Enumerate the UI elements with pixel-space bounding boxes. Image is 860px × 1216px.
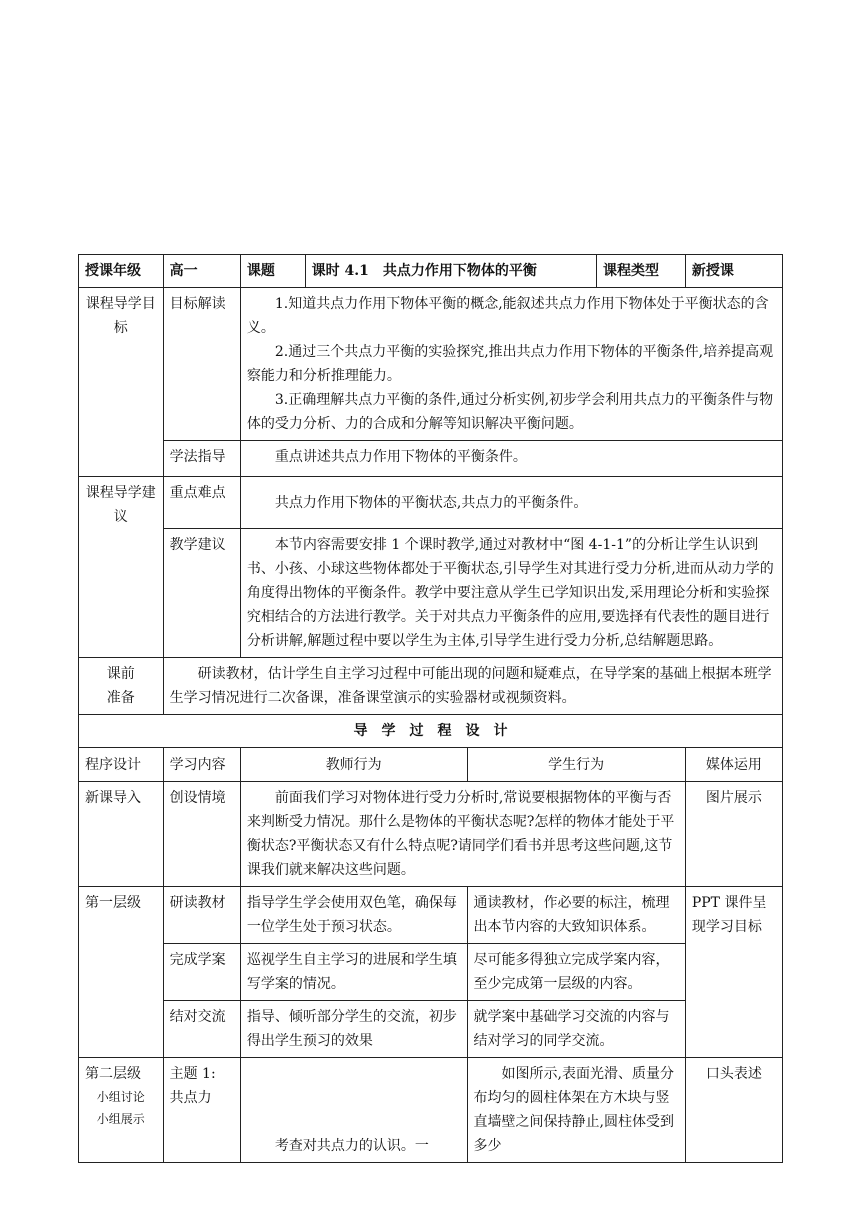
type-value: 新授课 — [685, 255, 782, 288]
lesson-plan-table — [78, 254, 783, 1163]
prep-text: 研读教材，估计学生自主学习过程中可能出现的问题和疑难点，在导学案的基础上根据本班学生学习情况进行二次备课，准备课堂演示的实验器材或视频资料。 — [163, 658, 782, 715]
prep-label-line2: 准备 — [106, 690, 135, 706]
method-text: 重点讲述共点力作用下物体的平衡条件。 — [240, 441, 782, 477]
level1-media: PPT 课件呈现学习目标 — [685, 887, 782, 1058]
intro-media: 图片展示 — [685, 782, 782, 887]
process-title: 导 学 过 程 设 计 — [79, 715, 783, 748]
level2-content-line2: 共点力 — [169, 1090, 212, 1106]
column-header: 学习内容 — [163, 748, 240, 782]
prep-row — [79, 658, 783, 715]
objective-2: 2.通过三个共点力平衡的实验探究,推出共点力作用下物体的平衡条件,培养提高观察能力和分析推理能力。 — [246, 344, 774, 384]
prep-label — [79, 658, 164, 715]
grade-value: 高一 — [163, 255, 240, 288]
key-text: 共点力作用下物体的平衡状态,共点力的平衡条件。 — [240, 477, 782, 529]
level2-stage-cell — [79, 1058, 164, 1163]
level1-student: 就学案中基础学习交流的内容与结对学习的同学交流。 — [467, 1001, 685, 1058]
table-row — [79, 944, 783, 1001]
method-row — [79, 441, 783, 477]
table-row — [79, 1001, 783, 1058]
method-label: 学法指导 — [163, 441, 240, 477]
grade-label: 授课年级 — [79, 255, 164, 288]
goals-label: 课程导学目标 — [79, 288, 164, 477]
level1-student: 尽可能多得独立完成学案内容，至少完成第一层级的内容。 — [467, 944, 685, 1001]
level2-media: 口头表述 — [685, 1058, 782, 1163]
intro-text: 前面我们学习对物体进行受力分析时,常说要根据物体的平衡与否来判断受力情况。那什么是物体的平衡状态呢?怎样的物体才能处于平衡状态?平衡状态又有什么特点呢?请同学们看书并思考这些问题,这节课我们就来解决这些问题。 — [240, 782, 685, 887]
column-header: 学生行为 — [467, 748, 685, 782]
key-row — [79, 477, 783, 529]
level2-sub2: 小组展示 — [96, 1112, 145, 1126]
intro-stage: 新课导入 — [79, 782, 164, 887]
level2-sub1: 小组讨论 — [96, 1090, 145, 1104]
suggestions-label: 课程导学建议 — [79, 477, 164, 658]
level2-stage: 第二层级 — [85, 1066, 141, 1082]
process-header-row — [79, 748, 783, 782]
key-label: 重点难点 — [163, 477, 240, 529]
level1-stage: 第一层级 — [79, 887, 164, 1058]
objectives-cell — [240, 288, 782, 441]
topic-value: 课时 4.1 共点力作用下物体的平衡 — [305, 255, 596, 288]
level1-teacher: 指导学生学会使用双色笔，确保每一位学生处于预习状态。 — [240, 887, 467, 944]
intro-content: 创设情境 — [163, 782, 240, 887]
process-title-row — [79, 715, 783, 748]
objective-3: 3.正确理解共点力平衡的条件,通过分析实例,初步学会利用共点力的平衡条件与物体的受力分析、力的合成和分解等知识解决平衡问题。 — [246, 392, 774, 432]
level2-teacher: 考查对共点力的认识。一 — [240, 1058, 467, 1163]
intro-row — [79, 782, 783, 887]
header-row — [79, 255, 783, 288]
level1-teacher: 巡视学生自主学习的进展和学生填写学案的情况。 — [240, 944, 467, 1001]
type-label: 课程类型 — [597, 255, 686, 288]
level1-content: 完成学案 — [163, 944, 240, 1001]
prep-label-line1: 课前 — [106, 666, 135, 682]
column-header: 程序设计 — [79, 748, 164, 782]
teaching-row — [79, 529, 783, 658]
objectives-label: 目标解读 — [163, 288, 240, 441]
level1-teacher: 指导、倾听部分学生的交流，初步得出学生预习的效果 — [240, 1001, 467, 1058]
level2-content-line1: 主题 1: — [169, 1066, 216, 1082]
topic-label: 课题 — [240, 255, 305, 288]
table-row — [79, 887, 783, 944]
teaching-text: 本节内容需要安排 1 个课时教学,通过对教材中“图 4-1-1”的分析让学生认识到书、小孩、小球这些物体都处于平衡状态,引导学生对其进行受力分析,进而从动力学的角度得出物体的平衡条件。教学中要注意从学生已学知识出发,采用理论分析和实验探究相结合的方法进行教学。关于对共点力平衡条件的应用,要选择有代表性的题目进行分析讲解,解题过程中要以学生为主体,引导学生进行受力分析,总结解题思路。 — [240, 529, 782, 658]
level1-content: 研读教材 — [163, 887, 240, 944]
level1-content: 结对交流 — [163, 1001, 240, 1058]
level2-student: 如图所示,表面光滑、质量分布均匀的圆柱体架在方木块与竖直墙壁之间保持静止,圆柱体受到多少 — [467, 1058, 685, 1163]
column-header: 媒体运用 — [685, 748, 782, 782]
level2-content-cell — [163, 1058, 240, 1163]
level1-student: 通读教材，作必要的标注，梳理出本节内容的大致知识体系。 — [467, 887, 685, 944]
column-header: 教师行为 — [240, 748, 467, 782]
objective-1: 1.知道共点力作用下物体平衡的概念,能叙述共点力作用下物体处于平衡状态的含义。 — [246, 296, 769, 336]
teaching-label: 教学建议 — [163, 529, 240, 658]
level2-row — [79, 1058, 783, 1163]
goals-row — [79, 288, 783, 441]
